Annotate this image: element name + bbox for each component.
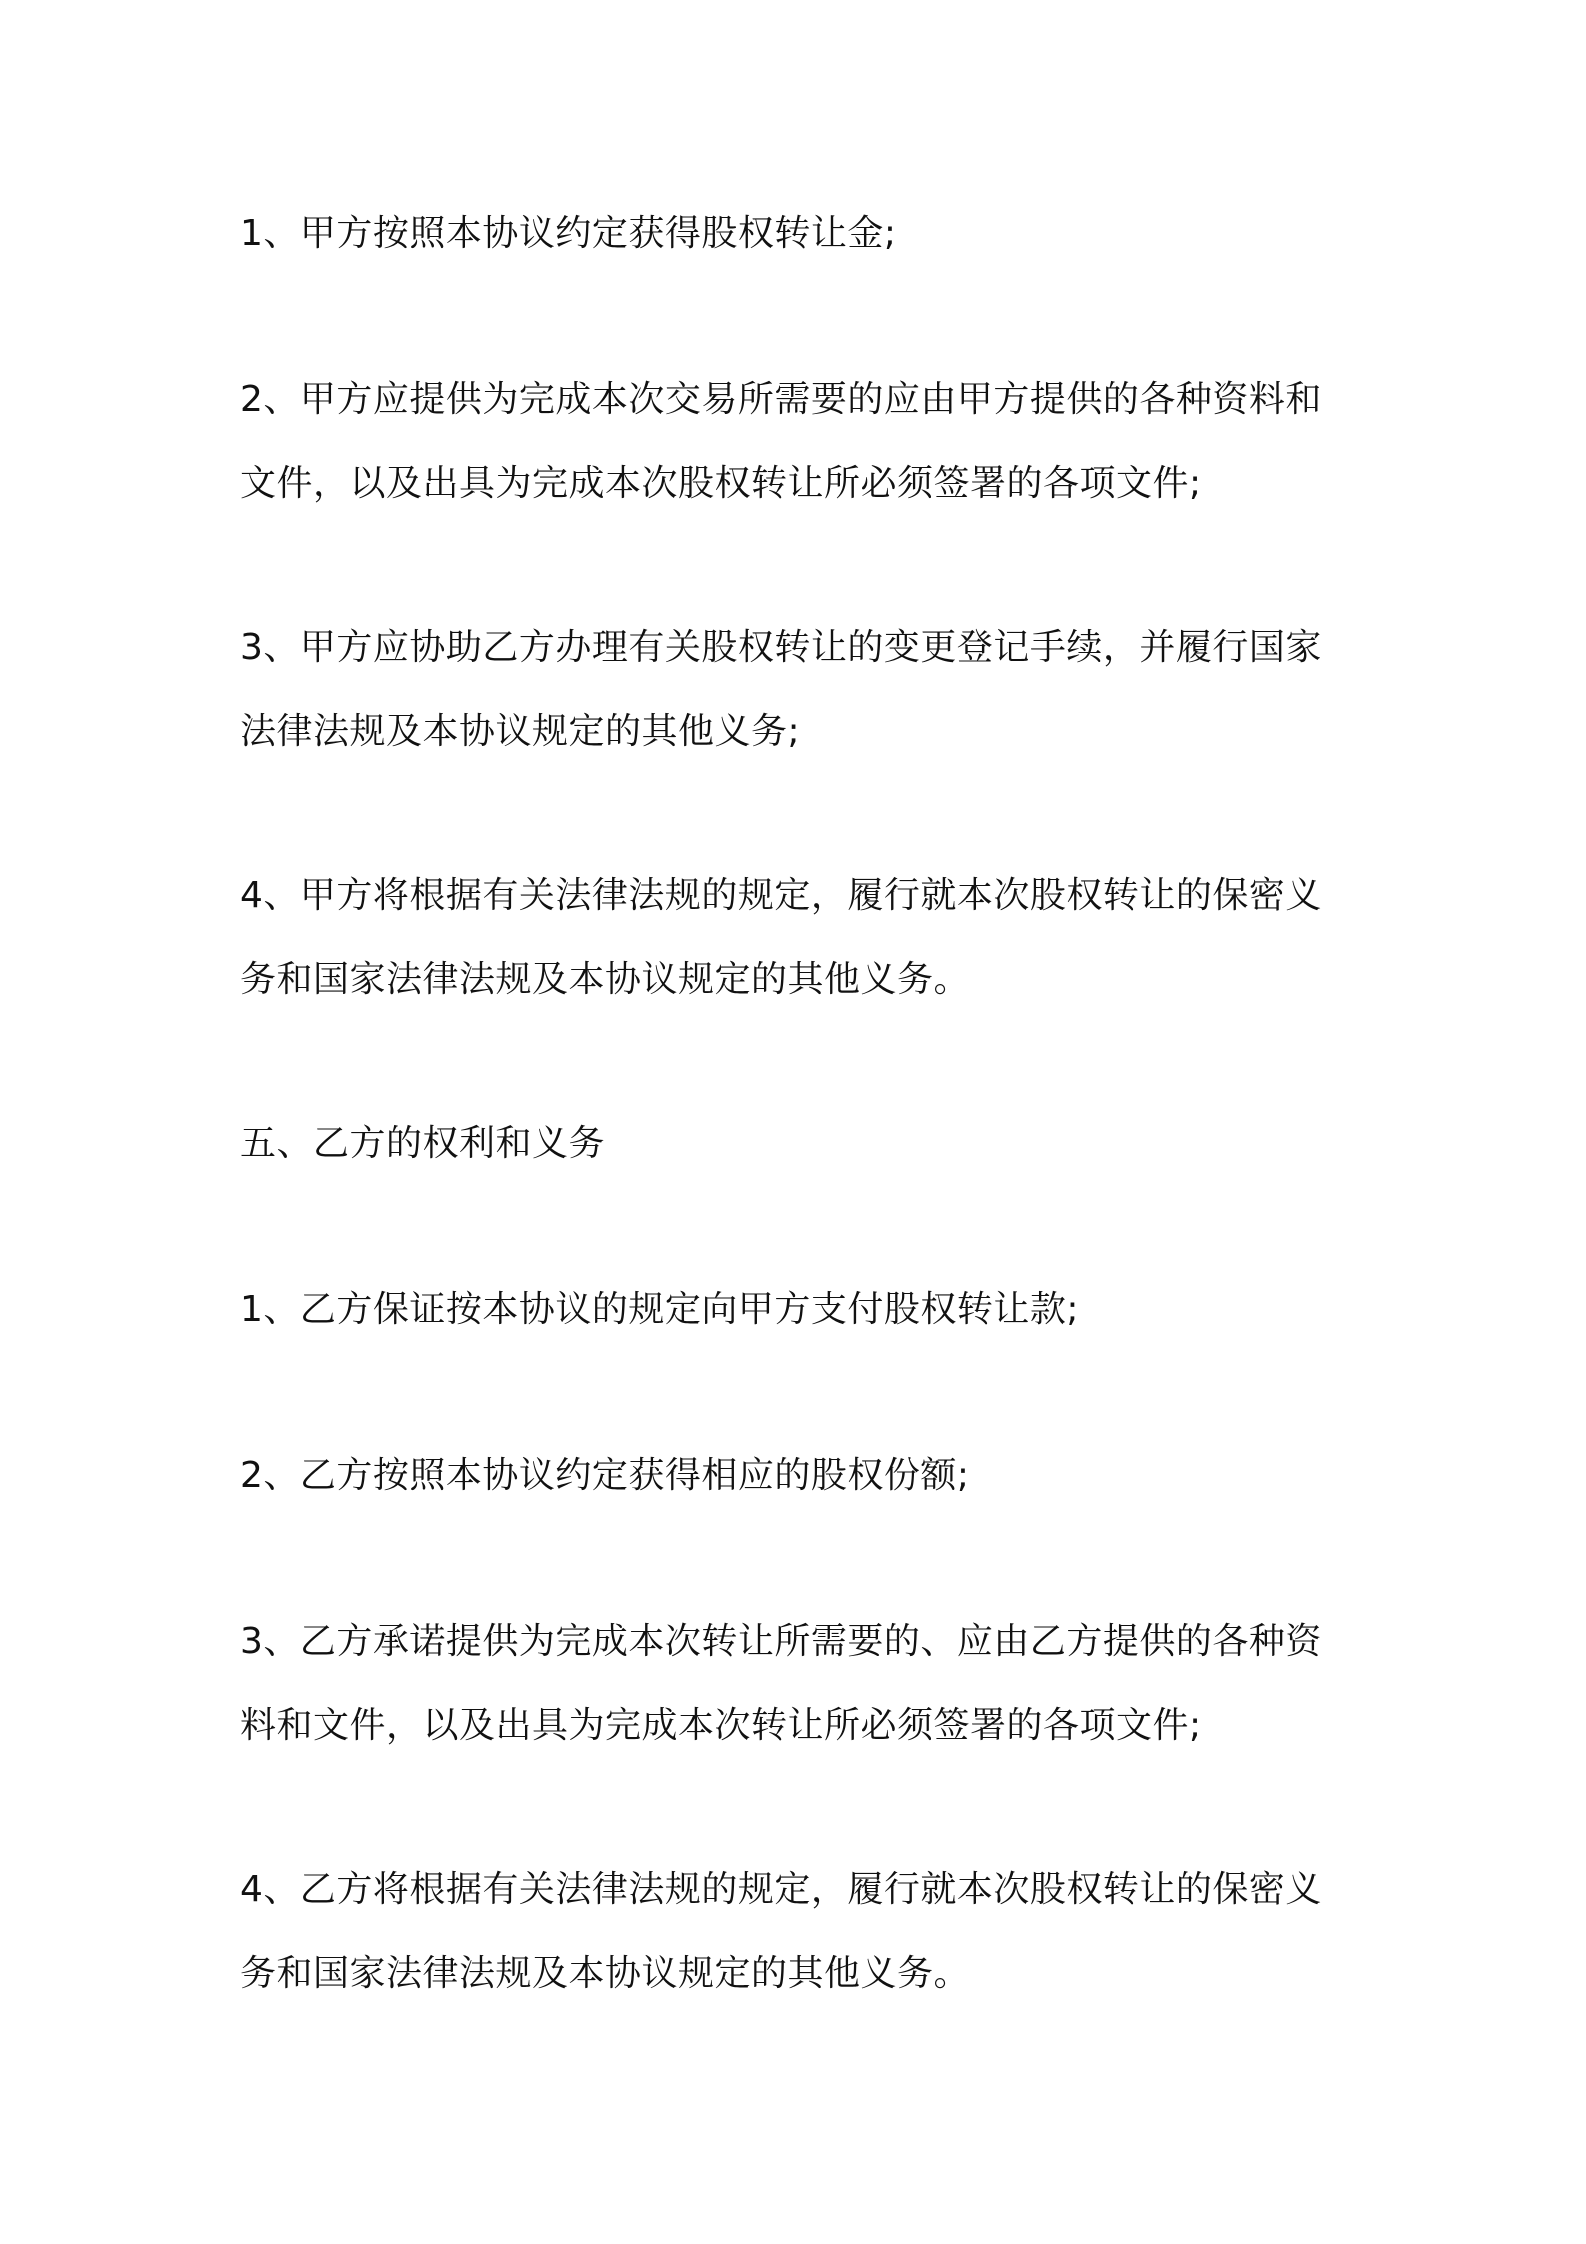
section-five-item-3 xyxy=(240,1600,1360,1768)
section-heading: 五、乙方的权利和义务 xyxy=(240,1123,606,1164)
section-five-item-1 xyxy=(240,1268,1360,1352)
paragraph-line: 1、甲方按照本协议约定获得股权转让金; xyxy=(240,213,897,254)
section-five-heading xyxy=(240,1102,1360,1186)
paragraph-line: 文件，以及出具为完成本次股权转让所必须签署的各项文件; xyxy=(240,463,1202,504)
paragraph-line: 4、乙方将根据有关法律法规的规定，履行就本次股权转让的保密义 xyxy=(240,1869,1322,1910)
paragraph-line: 3、乙方承诺提供为完成本次转让所需要的、应由乙方提供的各种资 xyxy=(240,1621,1322,1662)
paragraph-line: 料和文件，以及出具为完成本次转让所必须签署的各项文件; xyxy=(240,1705,1202,1746)
paragraph-line: 法律法规及本协议规定的其他义务; xyxy=(240,711,801,752)
paragraph-line: 4、甲方将根据有关法律法规的规定，履行就本次股权转让的保密义 xyxy=(240,875,1322,916)
section-five-item-4 xyxy=(240,1848,1360,2016)
section-four-item-1 xyxy=(240,192,1360,276)
paragraph-line: 务和国家法律法规及本协议规定的其他义务。 xyxy=(240,1953,971,1994)
paragraph-line: 2、乙方按照本协议约定获得相应的股权份额; xyxy=(240,1455,970,1496)
section-five-item-2 xyxy=(240,1434,1360,1518)
section-four-item-3 xyxy=(240,606,1360,774)
section-four-item-4 xyxy=(240,854,1360,1022)
section-four-item-2 xyxy=(240,358,1360,526)
paragraph-line: 3、甲方应协助乙方办理有关股权转让的变更登记手续，并履行国家 xyxy=(240,627,1322,668)
paragraph-line: 1、乙方保证按本协议的规定向甲方支付股权转让款; xyxy=(240,1289,1080,1330)
paragraph-line: 务和国家法律法规及本协议规定的其他义务。 xyxy=(240,959,971,1000)
paragraph-line: 2、甲方应提供为完成本次交易所需要的应由甲方提供的各种资料和 xyxy=(240,379,1322,420)
